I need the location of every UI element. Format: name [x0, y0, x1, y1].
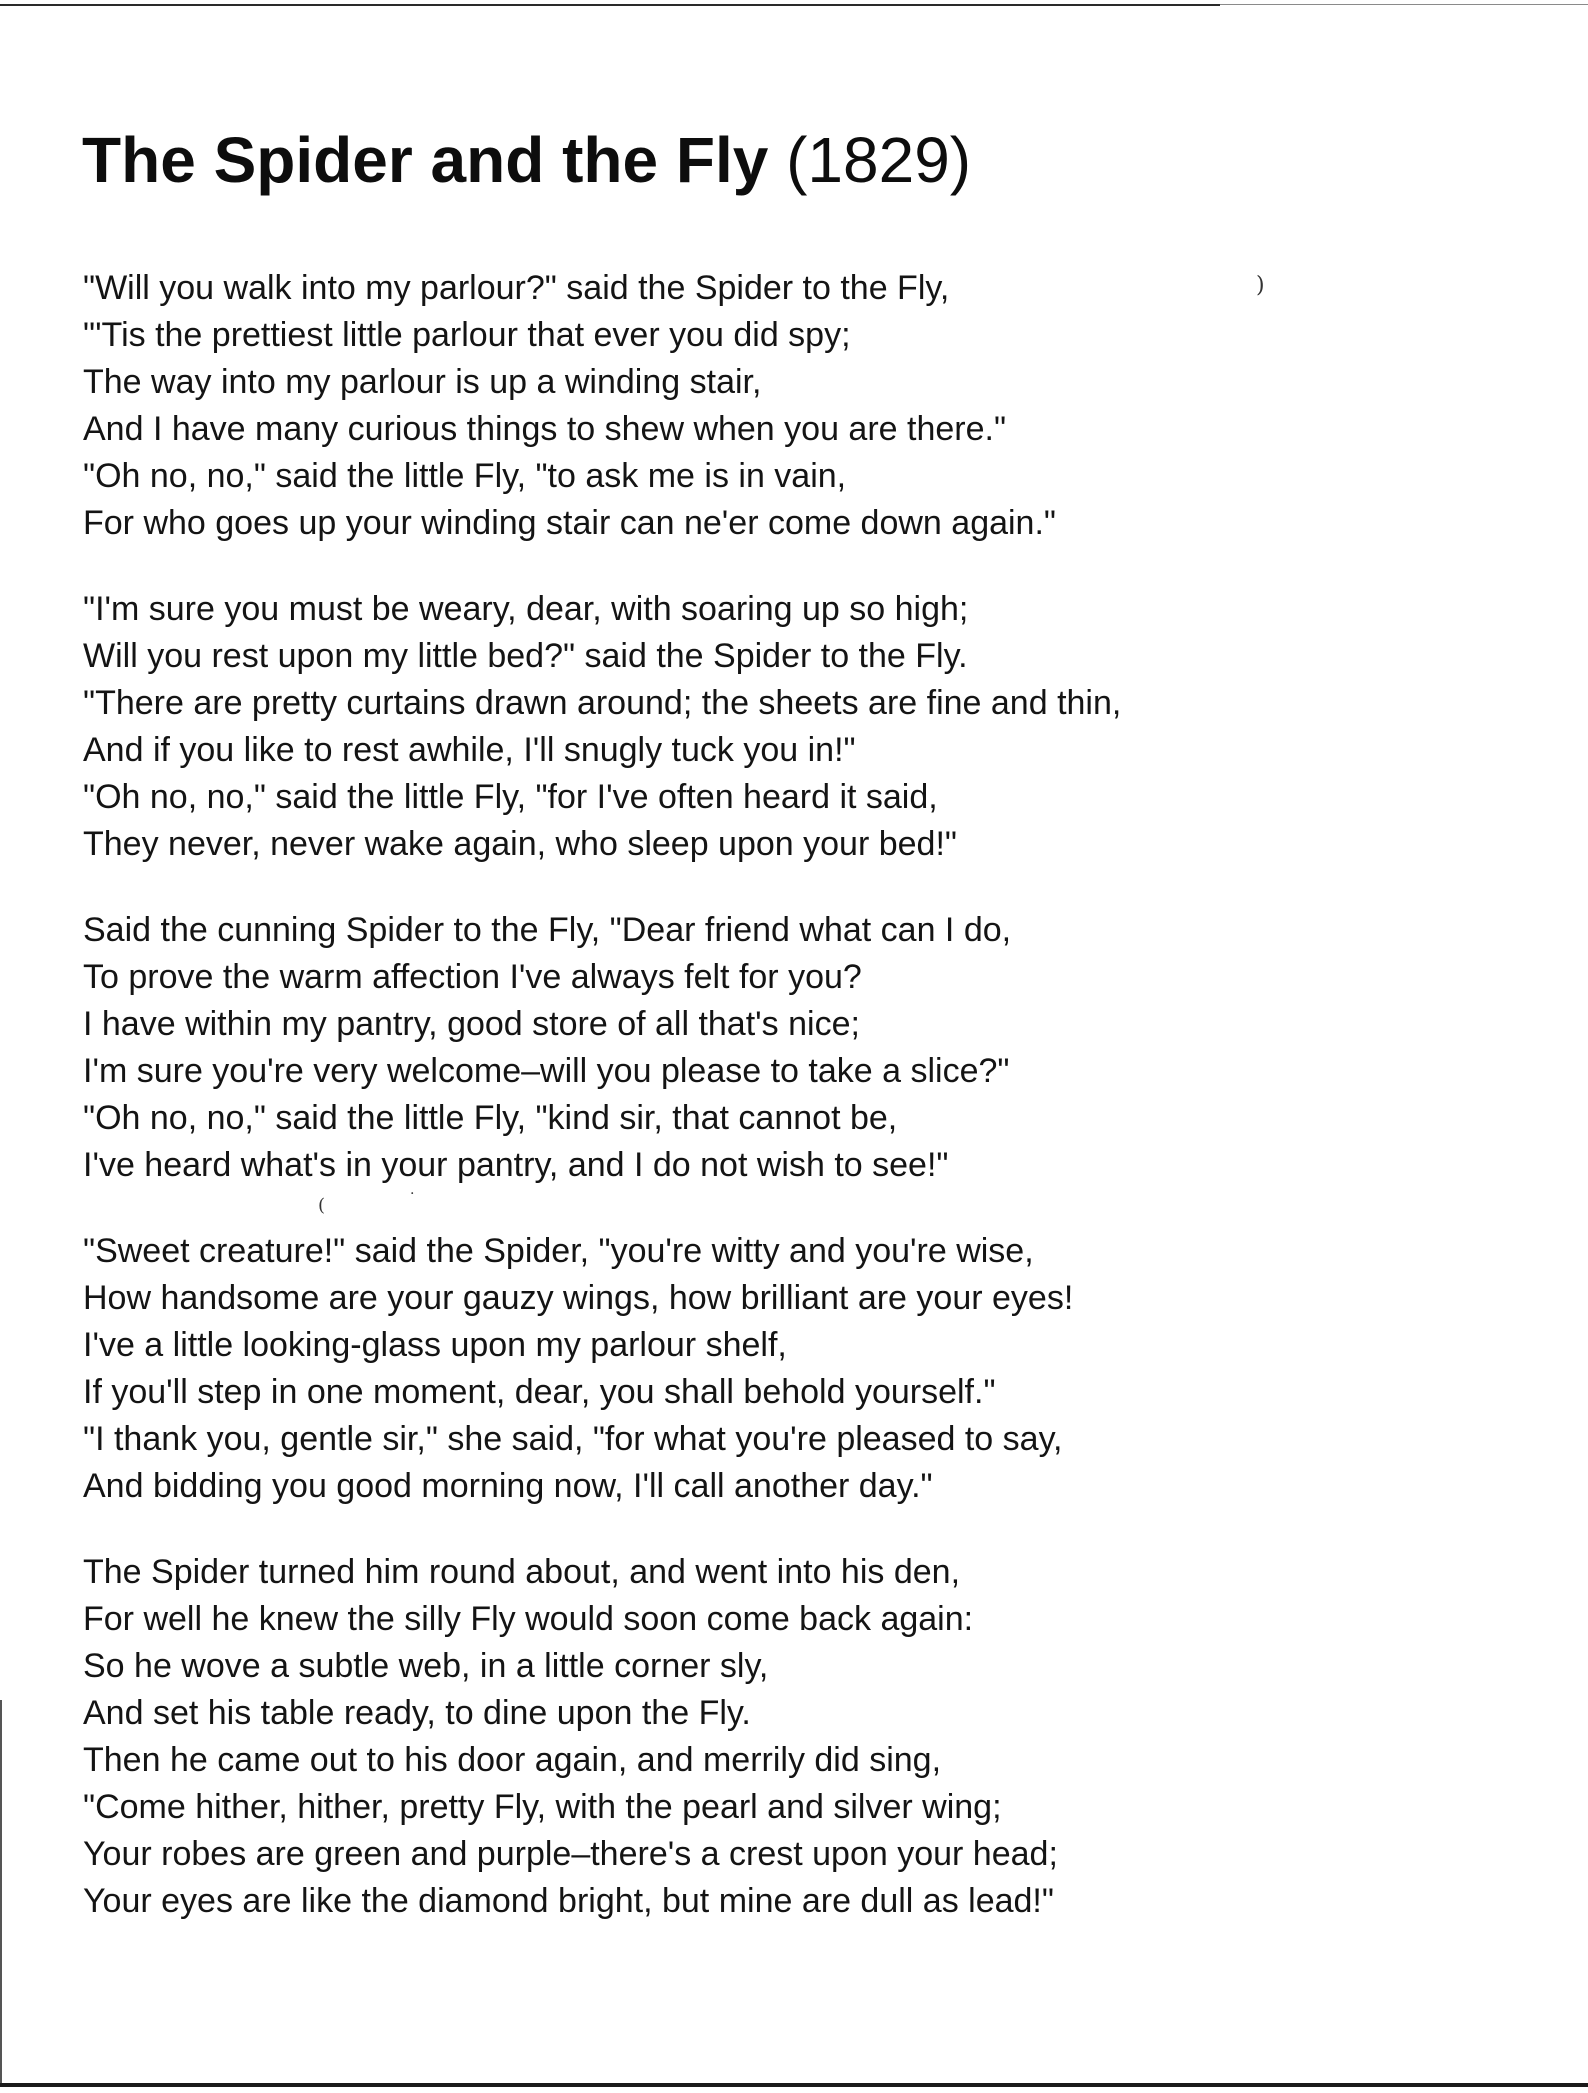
poem-line: "Oh no, no," said the little Fly, "kind sir, that cannot be,	[83, 1099, 898, 1137]
stanza-2	[83, 586, 1183, 868]
poem-line: And if you like to rest awhile, I'll snugly tuck you in!"	[83, 731, 856, 769]
poem-line: Said the cunning Spider to the Fly, "Dear friend what can I do,	[83, 911, 1012, 949]
poem-line: If you'll step in one moment, dear, you shall behold yourself."	[83, 1373, 996, 1411]
poem-line: To prove the warm affection I've always felt for you?	[83, 958, 862, 996]
stanza-4	[83, 1228, 1183, 1510]
poem-line: Your eyes are like the diamond bright, but mine are dull as lead!"	[83, 1882, 1054, 1920]
poem-line: "Sweet creature!" said the Spider, "you're witty and you're wise,	[83, 1232, 1034, 1270]
scan-edge-top-faint	[1220, 4, 1588, 5]
poem-line: "I'm sure you must be weary, dear, with soaring up so high;	[83, 590, 969, 628]
scan-edge-bottom	[0, 2083, 1588, 2087]
poem-line: "There are pretty curtains drawn around; the sheets are fine and thin,	[83, 684, 1122, 722]
poem-line: For well he knew the silly Fly would soon come back again:	[83, 1600, 974, 1638]
scan-edge-left	[0, 1700, 2, 2083]
scan-edge-top	[0, 4, 1220, 6]
scan-speck: )	[1256, 273, 1265, 298]
poem-line: I've a little looking-glass upon my parlour shelf,	[83, 1326, 787, 1364]
poem-line: For who goes up your winding stair can ne'er come down again."	[83, 504, 1056, 542]
poem-line: I'm sure you're very welcome–will you please to take a slice?"	[83, 1052, 1010, 1090]
scan-speck: .	[410, 1182, 415, 1198]
poem-body	[83, 265, 1183, 1964]
poem-line: Will you rest upon my little bed?" said the Spider to the Fly.	[83, 637, 968, 675]
poem-line: Your robes are green and purple–there's a crest upon your head;	[83, 1835, 1058, 1873]
scan-speck: (	[318, 1195, 326, 1216]
stanza-3	[83, 907, 1183, 1189]
poem-line: I've heard what's in your pantry, and I do not wish to see!"	[83, 1146, 949, 1184]
poem-line: "Oh no, no," said the little Fly, "to ask me is in vain,	[83, 457, 847, 495]
poem-line: And I have many curious things to shew when you are there."	[83, 410, 1007, 448]
poem-line: They never, never wake again, who sleep upon your bed!"	[83, 825, 957, 863]
poem-line: Then he came out to his door again, and merrily did sing,	[83, 1741, 942, 1779]
poem-line: The way into my parlour is up a winding stair,	[83, 363, 762, 401]
poem-line: How handsome are your gauzy wings, how brilliant are your eyes!	[83, 1279, 1074, 1317]
poem-line: I have within my pantry, good store of all that's nice;	[83, 1005, 860, 1043]
poem-title	[82, 118, 971, 202]
poem-line: "Oh no, no," said the little Fly, "for I've often heard it said,	[83, 778, 938, 816]
poem-title-year: (1829)	[786, 124, 972, 196]
stanza-5	[83, 1549, 1183, 1925]
stanza-1	[83, 265, 1183, 547]
poem-line: "'Tis the prettiest little parlour that ever you did spy;	[83, 316, 851, 354]
poem-title-main: The Spider and the Fly	[82, 124, 769, 196]
poem-line: The Spider turned him round about, and went into his den,	[83, 1553, 961, 1591]
poem-line: "Come hither, hither, pretty Fly, with the pearl and silver wing;	[83, 1788, 1002, 1826]
poem-line: So he wove a subtle web, in a little corner sly,	[83, 1647, 769, 1685]
poem-line: "I thank you, gentle sir," she said, "for what you're pleased to say,	[83, 1420, 1063, 1458]
poem-line: And set his table ready, to dine upon the Fly.	[83, 1694, 751, 1732]
poem-line: "Will you walk into my parlour?" said the Spider to the Fly,	[83, 269, 950, 307]
poem-line: And bidding you good morning now, I'll call another day."	[83, 1467, 933, 1505]
